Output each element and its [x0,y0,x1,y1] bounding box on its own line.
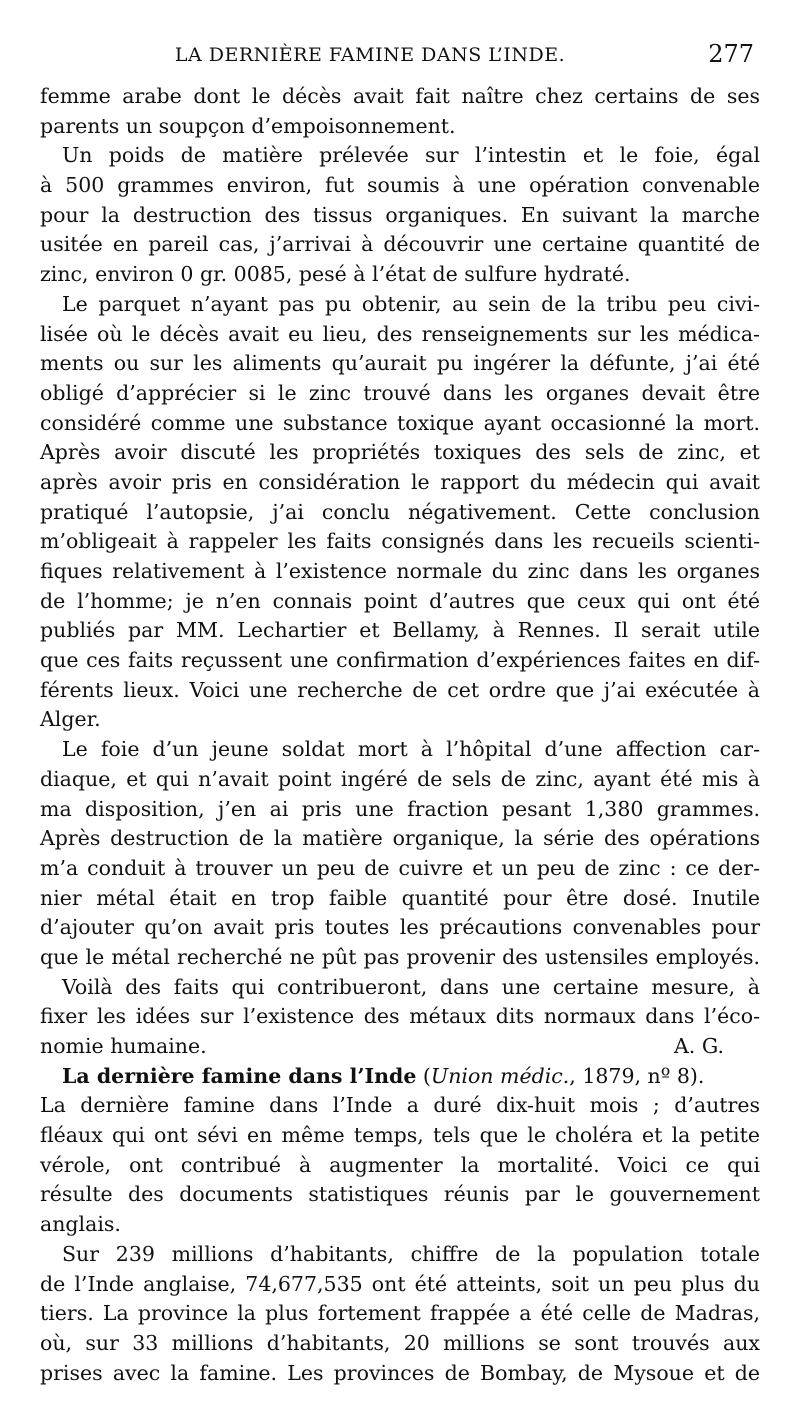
text-line: femme arabe dont le décès avait fait naître chez certains de ses [40,84,760,108]
text-line: que ces faits reçussent une confirmation d’expériences faites en dif- [40,648,760,673]
source-citation: , 1879, nº 8). [569,1063,705,1088]
text-line: fléaux qui ont sévi en même temps, tels que le choléra et la petite [40,1123,760,1148]
text-line: usitée en pareil cas, j’arrivai à découvrir une certaine quantité de [40,232,760,257]
page-header [40,40,760,74]
article-heading [40,1062,760,1092]
text-line: anglais. [40,1212,121,1237]
text-line: Le parquet n’ayant pas pu obtenir, au sein de la tribu peu civi- [62,291,760,316]
text-line: prises avec la famine. Les provinces de Bombay, de Mysoue et de [40,1360,760,1385]
text-line: résulte des documents statistiques réunis par le gouvernement [40,1182,760,1207]
text-line: lisée où le décès avait eu lieu, des renseignements sur les médica- [40,321,760,346]
text-line: férents lieux. Voici une recherche de cet ordre que j’ai exécutée à [40,677,760,702]
text-line: zinc, environ 0 gr. 0085, pesé à l’état de sulfure hydraté. [40,262,631,287]
source-journal: Union médic. [430,1063,570,1088]
text-line: m’obligeait à rappeler les faits consignés dans les recueils scienti- [40,529,760,554]
article-title: La dernière famine dans l’Inde [62,1063,417,1088]
text-line: nier métal était en trop faible quantité pour être dosé. Inutile [40,885,760,910]
text-line: parents un soupçon d’empoisonnement. [40,113,456,138]
text-line: Après avoir discuté les propriétés toxiques des sels de zinc, et [40,440,760,465]
text-line: de l’Inde anglaise, 74,677,535 ont été atteints, soit un peu plus du [40,1271,760,1296]
text-line: pour la destruction des tissus organiques. En suivant la marche [40,202,760,227]
text-line: La dernière famine dans l’Inde a duré dix-huit mois ; d’autres [40,1093,760,1118]
text-line: après avoir pris en considération le rapport du médecin qui avait [40,469,760,494]
text-line: d’ajouter qu’on avait pris toutes les précautions convenables pour [40,915,760,940]
text-line: considéré comme une substance toxique ayant occasionné la mort. [40,410,760,435]
text-line: Le foie d’un jeune soldat mort à l’hôpital d’une affection car- [62,737,760,762]
text-line-with-signature [40,1032,760,1062]
text-line: publiés par MM. Lechartier et Bellamy, à Rennes. Il serait utile [40,618,760,643]
page-body [40,82,760,1388]
text-line: obligé d’apprécier si le zinc trouvé dans les organes devait être [40,380,760,405]
text-line: Voilà des faits qui contribueront, dans une certaine mesure, à [62,974,760,999]
text-line: où, sur 33 millions d’habitants, 20 millions se sont trouvés aux [40,1330,760,1355]
text-line: vérole, ont contribué à augmenter la mortalité. Voici ce qui [40,1152,760,1177]
text-line: ma disposition, j’en ai pris une fraction pesant 1,380 grammes. [40,796,760,821]
page-number: 277 [708,40,754,68]
text-line: Alger. [40,707,101,732]
text-line: fiques relativement à l’existence normale du zinc dans les organes [40,559,760,583]
text-line: fixer les idées sur l’existence des métaux dits normaux dans l’éco- [40,1004,760,1029]
running-title: LA DERNIÈRE FAMINE DANS L’INDE. [174,44,566,66]
text-line: à 500 grammes environ, fut soumis à une opération convenable [40,173,760,198]
text-line: que le métal recherché ne pût pas provenir des ustensiles employés. [40,944,760,969]
text-line: nomie humaine. [40,1034,207,1058]
text-line: tiers. La province la plus fortement frappée a été celle de Madras, [40,1301,760,1326]
text-line: de l’homme; je n’en connais point d’autres que ceux qui ont été [40,588,760,613]
source-open-paren: ( [422,1063,431,1088]
text-line: pratiqué l’autopsie, j’ai conclu négativement. Cette conclusion [40,499,760,524]
text-line: Un poids de matière prélevée sur l’intestin et le foie, égal [62,143,760,168]
text-line: Après destruction de la matière organique, la série des opérations [40,826,760,851]
author-signature: A. G. [674,1034,724,1058]
text-line: Sur 239 millions d’habitants, chiffre de la population totale [62,1241,760,1266]
text-line: diaque, et qui n’avait point ingéré de sels de zinc, ayant été mis à [40,766,760,791]
text-line: ments ou sur les aliments qu’aurait pu ingérer la défunte, j’ai été [40,351,760,376]
text-line: m’a conduit à trouver un peu de cuivre et un peu de zinc : ce der- [40,855,760,880]
